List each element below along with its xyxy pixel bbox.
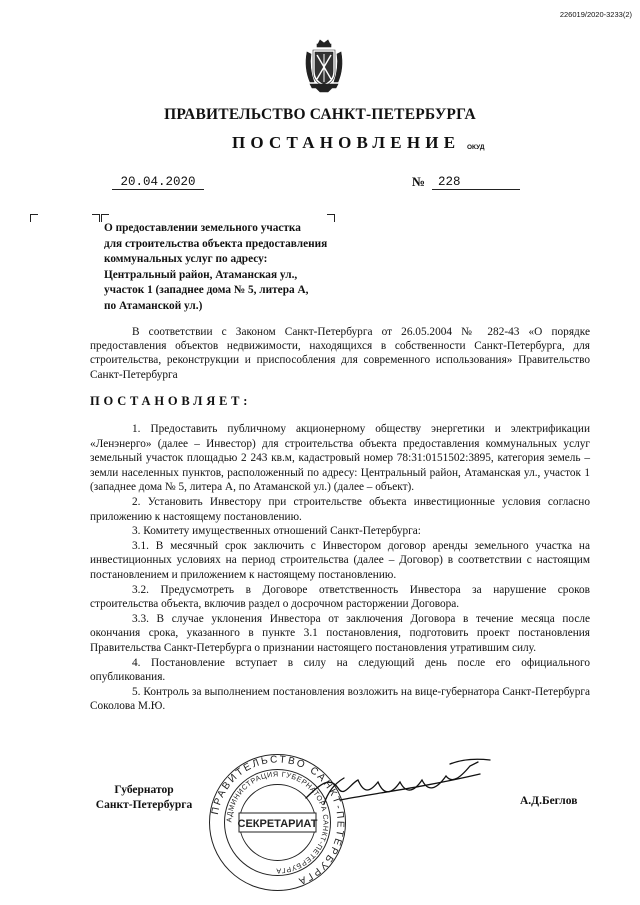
signatory-role-line: Санкт-Петербурга xyxy=(95,799,193,811)
document-type-title: ПОСТАНОВЛЕНИЕ xyxy=(232,133,461,152)
signatory-role xyxy=(88,783,200,813)
corner-mark-left xyxy=(30,214,38,222)
subject-line: Центральный район, Атаманская ул., xyxy=(104,268,298,281)
decree-body xyxy=(90,422,590,714)
paragraph-1: 1. Предоставить публичному акционерному обществу энергетики и электрификации «Ленэнерго» (далее – Инвестор) для строительства объекта предоставления коммунальных услуг земельный участок площадью 2 243 кв.м, кадастровый номер 78:31:0151502:3895, категория земель – земли населенных пунктов, расположенный по адресу: Центральный район, Атаманская ул., участок 1 (западнее дома № 5, литера А, по Атаманской ул.) (далее – объект). xyxy=(90,423,590,494)
coat-of-arms-icon xyxy=(300,38,348,94)
subject-block xyxy=(104,221,364,314)
corner-mark-subject-left xyxy=(92,214,100,222)
paragraph-3: 3. Комитету имущественных отношений Санкт-Петербурга: xyxy=(132,525,421,538)
okud-label: ОКУД xyxy=(467,144,485,151)
document-number: 228 xyxy=(432,175,520,190)
signatory-role-line: Губернатор xyxy=(114,784,174,796)
subject-line: О предоставлении земельного участка xyxy=(104,222,301,234)
registration-number: 226019/2020-3233(2) xyxy=(559,10,632,19)
paragraph-3-2: 3.2. Предусмотреть в Договоре ответственность Инвестора за нарушение сроков строительства объекта, включив раздел о досрочном расторжении Договора. xyxy=(90,583,590,611)
preamble: В соответствии с Законом Санкт-Петербурга от 26.05.2004 № 282-43 «О порядке предоставления объектов недвижимости, находящихся в собственности Санкт-Петербурга, для строительства, реконструкции и приспособления для современного использования» Правительство Санкт-Петербурга xyxy=(90,326,590,381)
subject-line: по Атаманской ул.) xyxy=(104,299,203,312)
paragraph-3-1: 3.1. В месячный срок заключить с Инвестором договор аренды земельного участка на инвестиционных условиях на период строительства (далее – Договор) в соответствии с настоящим постановлением и приложением к настоящему постановлению. xyxy=(90,539,590,581)
subject-line: участок 1 (западнее дома № 5, литера А, xyxy=(104,284,309,296)
paragraph-5: 5. Контроль за выполнением постановления возложить на вице-губернатора Санкт-Петербурга Соколова М.Ю. xyxy=(90,685,590,713)
decree-word: ПОСТАНОВЛЯЕТ: xyxy=(90,394,252,408)
government-heading: ПРАВИТЕЛЬСТВО САНКТ-ПЕТЕРБУРГА xyxy=(164,106,476,123)
paragraph-4: 4. Постановление вступает в силу на следующий день после его официального опубликования. xyxy=(90,656,590,684)
stamp-center-text: СЕКРЕТАРИАТ xyxy=(237,818,318,830)
paragraph-2: 2. Установить Инвестору при строительстве объекта инвестиционные условия согласно приложению к настоящему постановлению. xyxy=(90,495,590,523)
signatory-name: А.Д.Беглов xyxy=(520,795,578,807)
subject-line: коммунальных услуг по адресу: xyxy=(104,253,268,265)
signature xyxy=(300,754,500,818)
number-label: № xyxy=(412,174,426,189)
paragraph-3-3: 3.3. В случае уклонения Инвестора от заключения Договора в течение месяца после окончания срока, указанного в пункте 3.1 постановления, подготовить проект постановления Правительства Санкт-Петербурга о признании настоящего постановления утратившим силу. xyxy=(90,612,590,654)
document-date: 20.04.2020 xyxy=(112,175,204,190)
stamp-inner-text: АДМИНИСТРАЦИЯ ГУБЕРНАТОРА САНКТ-ПЕТЕРБУРГА xyxy=(224,769,331,876)
stamp-outer-text: ПРАВИТЕЛЬСТВО САНКТ-ПЕТЕРБУРГА xyxy=(209,754,346,888)
subject-line: для строительства объекта предоставления xyxy=(104,237,328,250)
